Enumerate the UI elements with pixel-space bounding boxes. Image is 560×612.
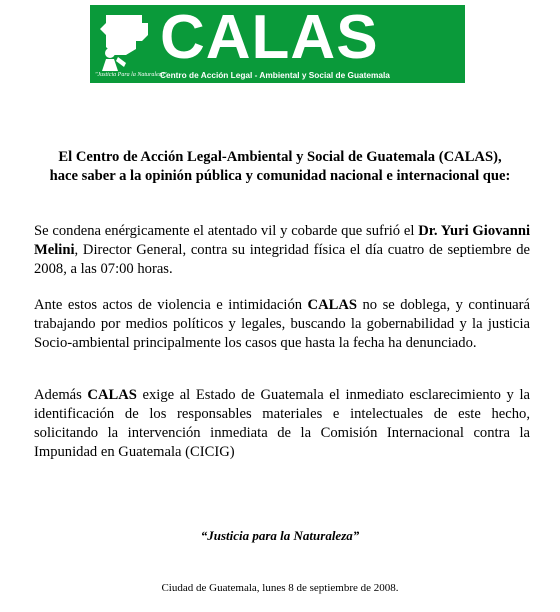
statement-intro (20, 148, 540, 186)
p3-text-c: exige al Estado de Guatemala el inmediato esclarecimiento y la identificación de los responsables materiales e intelectuales de este hecho, solicitando la intervención inmediata de la Comisión Internacional contra la Impunidad en Guatemala (CICIG) (34, 387, 530, 460)
brand-name: CALAS (160, 5, 379, 72)
p1-text-c: , Director General, contra su integridad física el día cuatro de septiembre de 2008, a las 07:00 horas. (34, 242, 530, 277)
paragraph-condemnation (34, 222, 530, 279)
organization-subtitle: Centro de Acción Legal - Ambiental y Social de Guatemala (160, 70, 390, 80)
closing-tagline: “Justicia para la Naturaleza” (200, 528, 360, 543)
p1-text-a: Se condena enérgicamente el atentado vil y cobarde que sufrió el (34, 223, 419, 239)
guatemala-map-logo-icon (96, 11, 154, 71)
closing-dateline: Ciudad de Guatemala, lunes 8 de septiembre de 2008. (161, 582, 399, 594)
paragraph-demand (34, 386, 530, 462)
intro-line-2: hace saber a la opinión pública y comunidad nacional e internacional que: (49, 168, 511, 184)
logo-motto: "Justicia Para la Naturaleza" (95, 72, 167, 78)
p1-name-bold: Dr. Yuri Giovanni Melini (34, 223, 530, 258)
p3-text-a: Además (34, 387, 88, 403)
calas-banner (90, 5, 465, 83)
p2-text-c: no se doblega, y continuará trabajando por medios políticos y legales, buscando la gobernabilidad y la justicia Socio-ambiental principalmente los casos que hasta la fecha ha denunciado. (34, 297, 530, 351)
paragraph-resolve (34, 296, 530, 353)
p2-text-a: Ante estos actos de violencia e intimidación (34, 297, 308, 313)
p3-calas-bold: CALAS (87, 387, 137, 403)
p2-calas-bold: CALAS (307, 297, 358, 313)
intro-line-1: El Centro de Acción Legal-Ambiental y Social de Guatemala (CALAS), (58, 149, 502, 165)
